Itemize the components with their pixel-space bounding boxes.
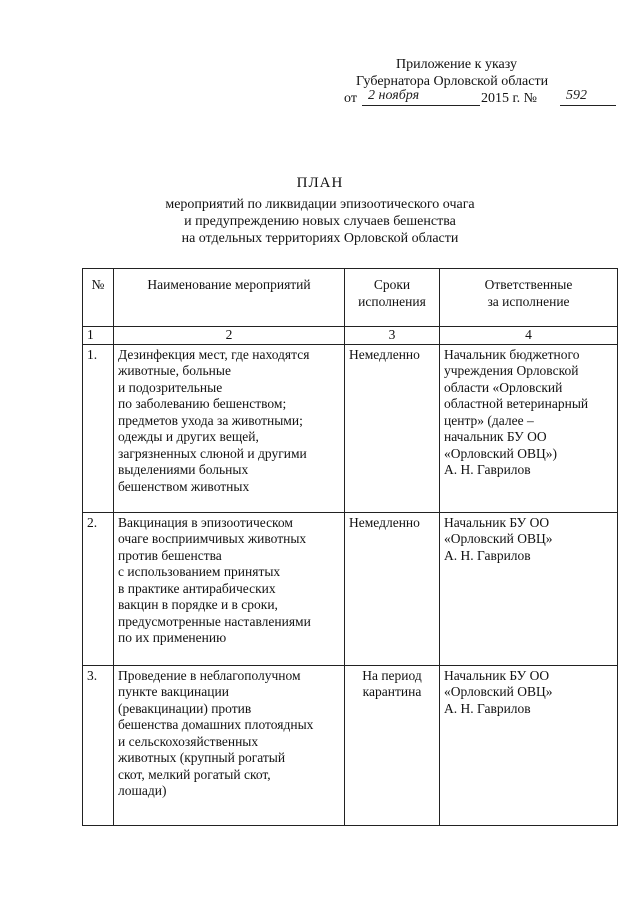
column-number: 2: [114, 327, 345, 345]
table-row: [83, 344, 618, 512]
table-header-row: [83, 269, 618, 327]
title-line-2: и предупреждению новых случаев бешенства: [184, 214, 456, 229]
date-prefix: от: [344, 91, 357, 106]
document-title: [0, 175, 640, 247]
header-term: Сроки исполнения: [345, 269, 440, 327]
handwritten-date: 2 ноября: [368, 88, 420, 103]
row-number: 2.: [83, 512, 114, 665]
handwritten-number: 592: [566, 88, 587, 103]
title-heading: ПЛАН: [296, 175, 344, 191]
column-number: 1: [83, 327, 114, 345]
header-name: Наименование мероприятий: [114, 269, 345, 327]
title-line-3: на отдельных территориях Орловской области: [181, 231, 459, 246]
measure-responsible: Начальник БУ ОО «Орловский ОВЦ» А. Н. Гаврилов: [440, 665, 618, 825]
plan-table: [82, 268, 618, 826]
measure-term: Немедленно: [345, 344, 440, 512]
title-line-1: мероприятий по ликвидации эпизоотического очага: [165, 197, 475, 212]
approval-block: [340, 56, 620, 108]
year-label: 2015 г. №: [481, 91, 538, 106]
row-number: 1.: [83, 344, 114, 512]
measure-term: Немедленно: [345, 512, 440, 665]
table-row: [83, 665, 618, 825]
approval-date-line: [340, 90, 620, 108]
table-row: [83, 512, 618, 665]
measure-responsible: Начальник бюджетного учреждения Орловской области «Орловский областной ветеринарный центр» (далее – начальник БУ ОО «Орловский ОВЦ») А. Н. Гаврилов: [440, 344, 618, 512]
approval-line-2: Губернатора Орловской области: [356, 74, 549, 89]
measure-name: Дезинфекция мест, где находятся животные, больные и подозрительные по заболеванию бешенством; предметов ухода за животными; одежды и других вещей, загрязненных слюной и другими выделениями больных бешенством животных: [114, 344, 345, 512]
column-number-row: [83, 327, 618, 345]
measure-name: Вакцинация в эпизоотическом очаге восприимчивых животных против бешенства с использованием принятых в практике антирабических вакцин в порядке и в сроки, предусмотренные наставлениями по их применению: [114, 512, 345, 665]
measure-name: Проведение в неблагополучном пункте вакцинации (ревакцинации) против бешенства домашних плотоядных и сельскохозяйственных животных (крупный рогатый скот, мелкий рогатый скот, лошади): [114, 665, 345, 825]
row-number: 3.: [83, 665, 114, 825]
column-number: 4: [440, 327, 618, 345]
measure-responsible: Начальник БУ ОО «Орловский ОВЦ» А. Н. Гаврилов: [440, 512, 618, 665]
header-number: №: [83, 269, 114, 327]
column-number: 3: [345, 327, 440, 345]
header-responsible: Ответственные за исполнение: [440, 269, 618, 327]
measure-term: На период карантина: [345, 665, 440, 825]
approval-line-1: Приложение к указу: [396, 57, 517, 72]
